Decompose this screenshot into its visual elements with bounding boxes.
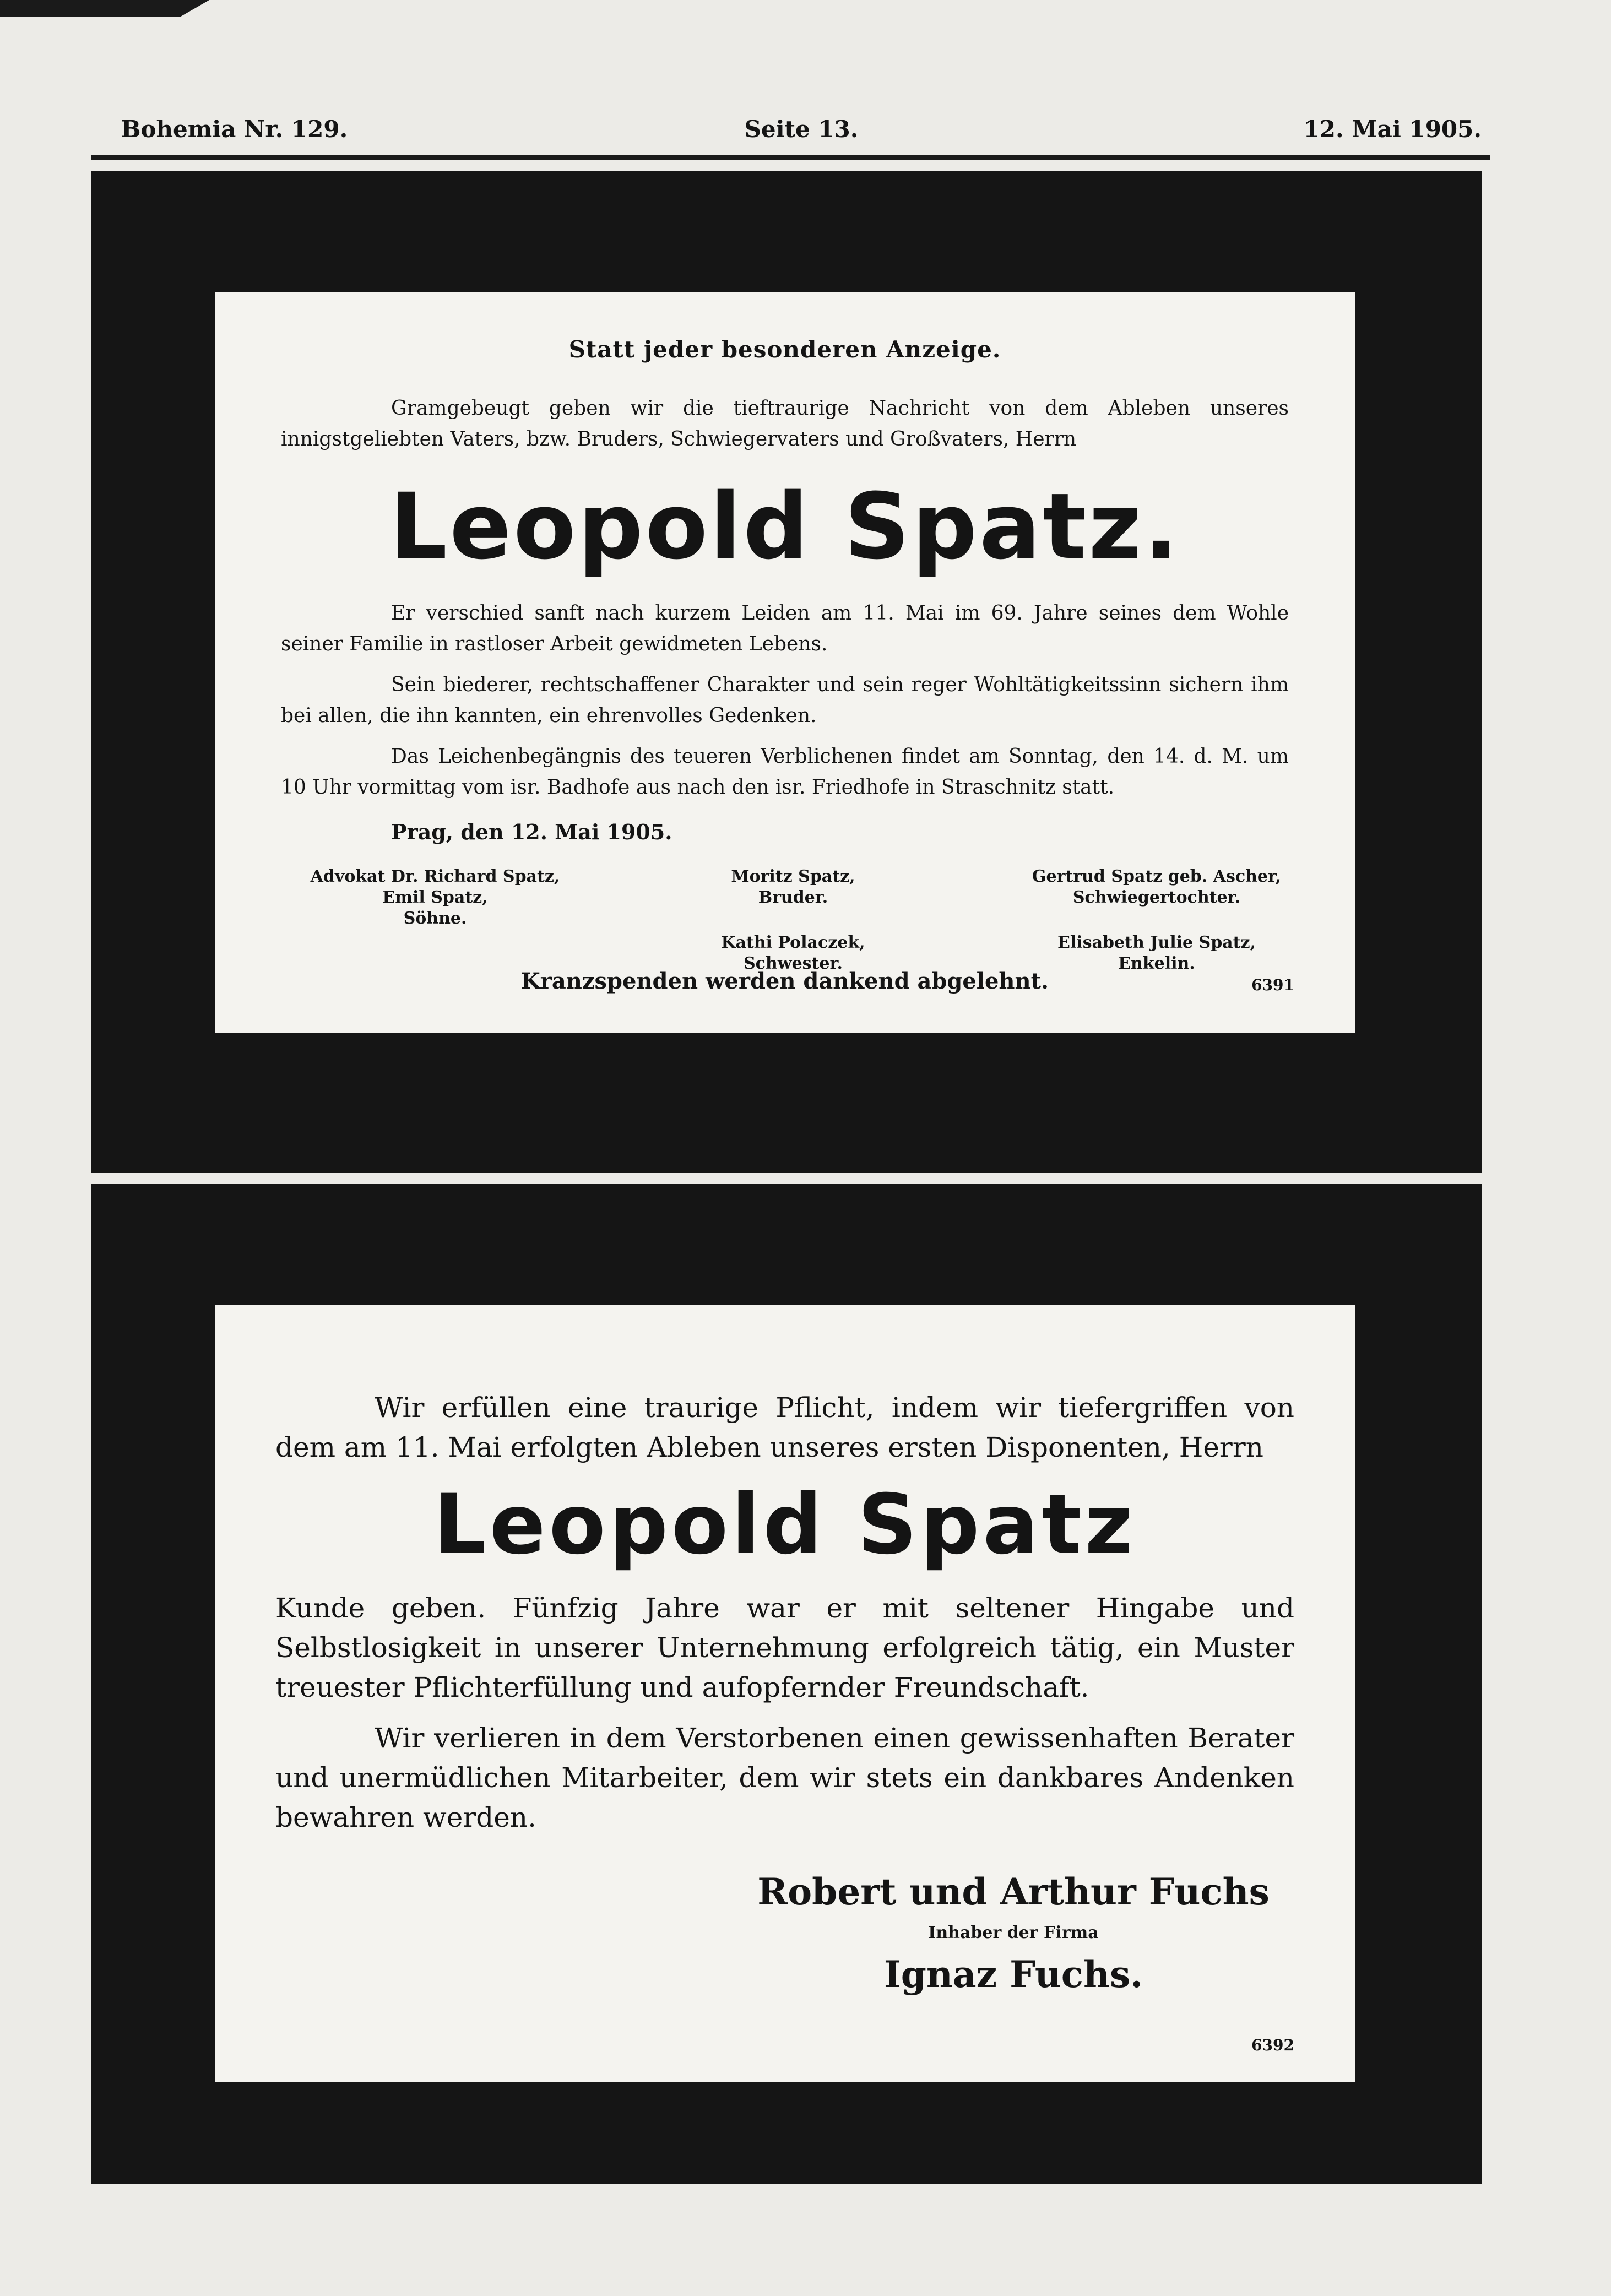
notice-footer: Kranzspenden werden dankend abgelehnt.: [520, 968, 1049, 994]
signature-owners: Robert und Arthur Fuchs: [757, 1870, 1270, 1913]
header-date: 12. Mai 1905.: [1303, 116, 1482, 143]
notice-paragraph-1: Er verschied sanft nach kurzem Leiden am 11. Mai im 69. Jahre seines dem Wohle seiner Familie in rastloser Arbeit gewidmeten Lebens.: [281, 602, 1289, 655]
obituary-notice-company: [215, 1305, 1355, 2082]
notice-paragraph-1: Kunde geben. Fünfzig Jahre war er mit seltener Hingabe und Selbstlosigkeit in unserer Unternehmung erfolgreich tätig, ein Muster treuester Pflichterfüllung und aufopfernder Freundschaft.: [275, 1592, 1294, 1703]
obituary-notice-family: [215, 292, 1355, 1033]
signer-brother: Moritz Spatz, Bruder.: [731, 867, 855, 907]
header-publication: Bohemia Nr. 129.: [121, 116, 348, 143]
page-header: [121, 116, 1482, 149]
company-signature: [738, 1867, 1289, 1999]
signature-role: Inhaber der Firma: [928, 1923, 1099, 1942]
signer-daughter-in-law: Gertrud Spatz geb. Ascher, Schwiegertochter.: [1032, 867, 1282, 907]
scan-corner-mark: [0, 0, 209, 17]
deceased-name: Leopold Spatz: [433, 1477, 1136, 1573]
header-page-number: Seite 13.: [744, 116, 859, 143]
place-date: Prag, den 12. Mai 1905.: [391, 819, 672, 844]
notice-paragraph-2: Sein biederer, rechtschaffener Charakter und sein reger Wohltätigkeitssinn sichern ihm bei allen, die ihn kannten, ein ehrenvolles Gedenken.: [281, 674, 1289, 727]
deceased-name: Leopold Spatz.: [389, 474, 1180, 579]
signer-sons: Advokat Dr. Richard Spatz, Emil Spatz, Söhne.: [310, 867, 560, 928]
block-separator: [91, 1175, 1482, 1181]
notice-paragraph-2: Wir verlieren in dem Verstorbenen einen gewissenhaften Berater und unermüdlichen Mitarbeiter, dem wir stets ein dankbares Andenken bewahren werden.: [275, 1722, 1294, 1833]
notice-intro: Wir erfüllen eine traurige Pflicht, indem wir tiefergriffen von dem am 11. Mai erfolgten Ableben unseres ersten Disponenten, Herrn: [275, 1392, 1294, 1463]
signer-sister: Kathi Polaczek, Schwester.: [721, 933, 865, 973]
notice-heading: Statt jeder besonderen Anzeige.: [568, 336, 1001, 363]
ad-number: 6391: [1251, 976, 1294, 994]
signer-granddaughter: Elisabeth Julie Spatz, Enkelin.: [1057, 933, 1256, 973]
ad-number: 6392: [1251, 2036, 1294, 2054]
notice-intro: Gramgebeugt geben wir die tieftraurige Nachricht von dem Ableben unseres innigstgeliebten Vaters, bzw. Bruders, Schwiegervaters und Großvaters, Herrn: [281, 397, 1289, 450]
header-rule: [91, 155, 1490, 160]
signature-firm: Ignaz Fuchs.: [883, 1953, 1143, 1996]
notice-paragraph-3: Das Leichenbegängnis des teueren Verblichenen findet am Sonntag, den 14. d. M. um 10 Uhr vormittag vom isr. Badhofe aus nach den isr. Friedhofe in Straschnitz statt.: [281, 745, 1289, 799]
